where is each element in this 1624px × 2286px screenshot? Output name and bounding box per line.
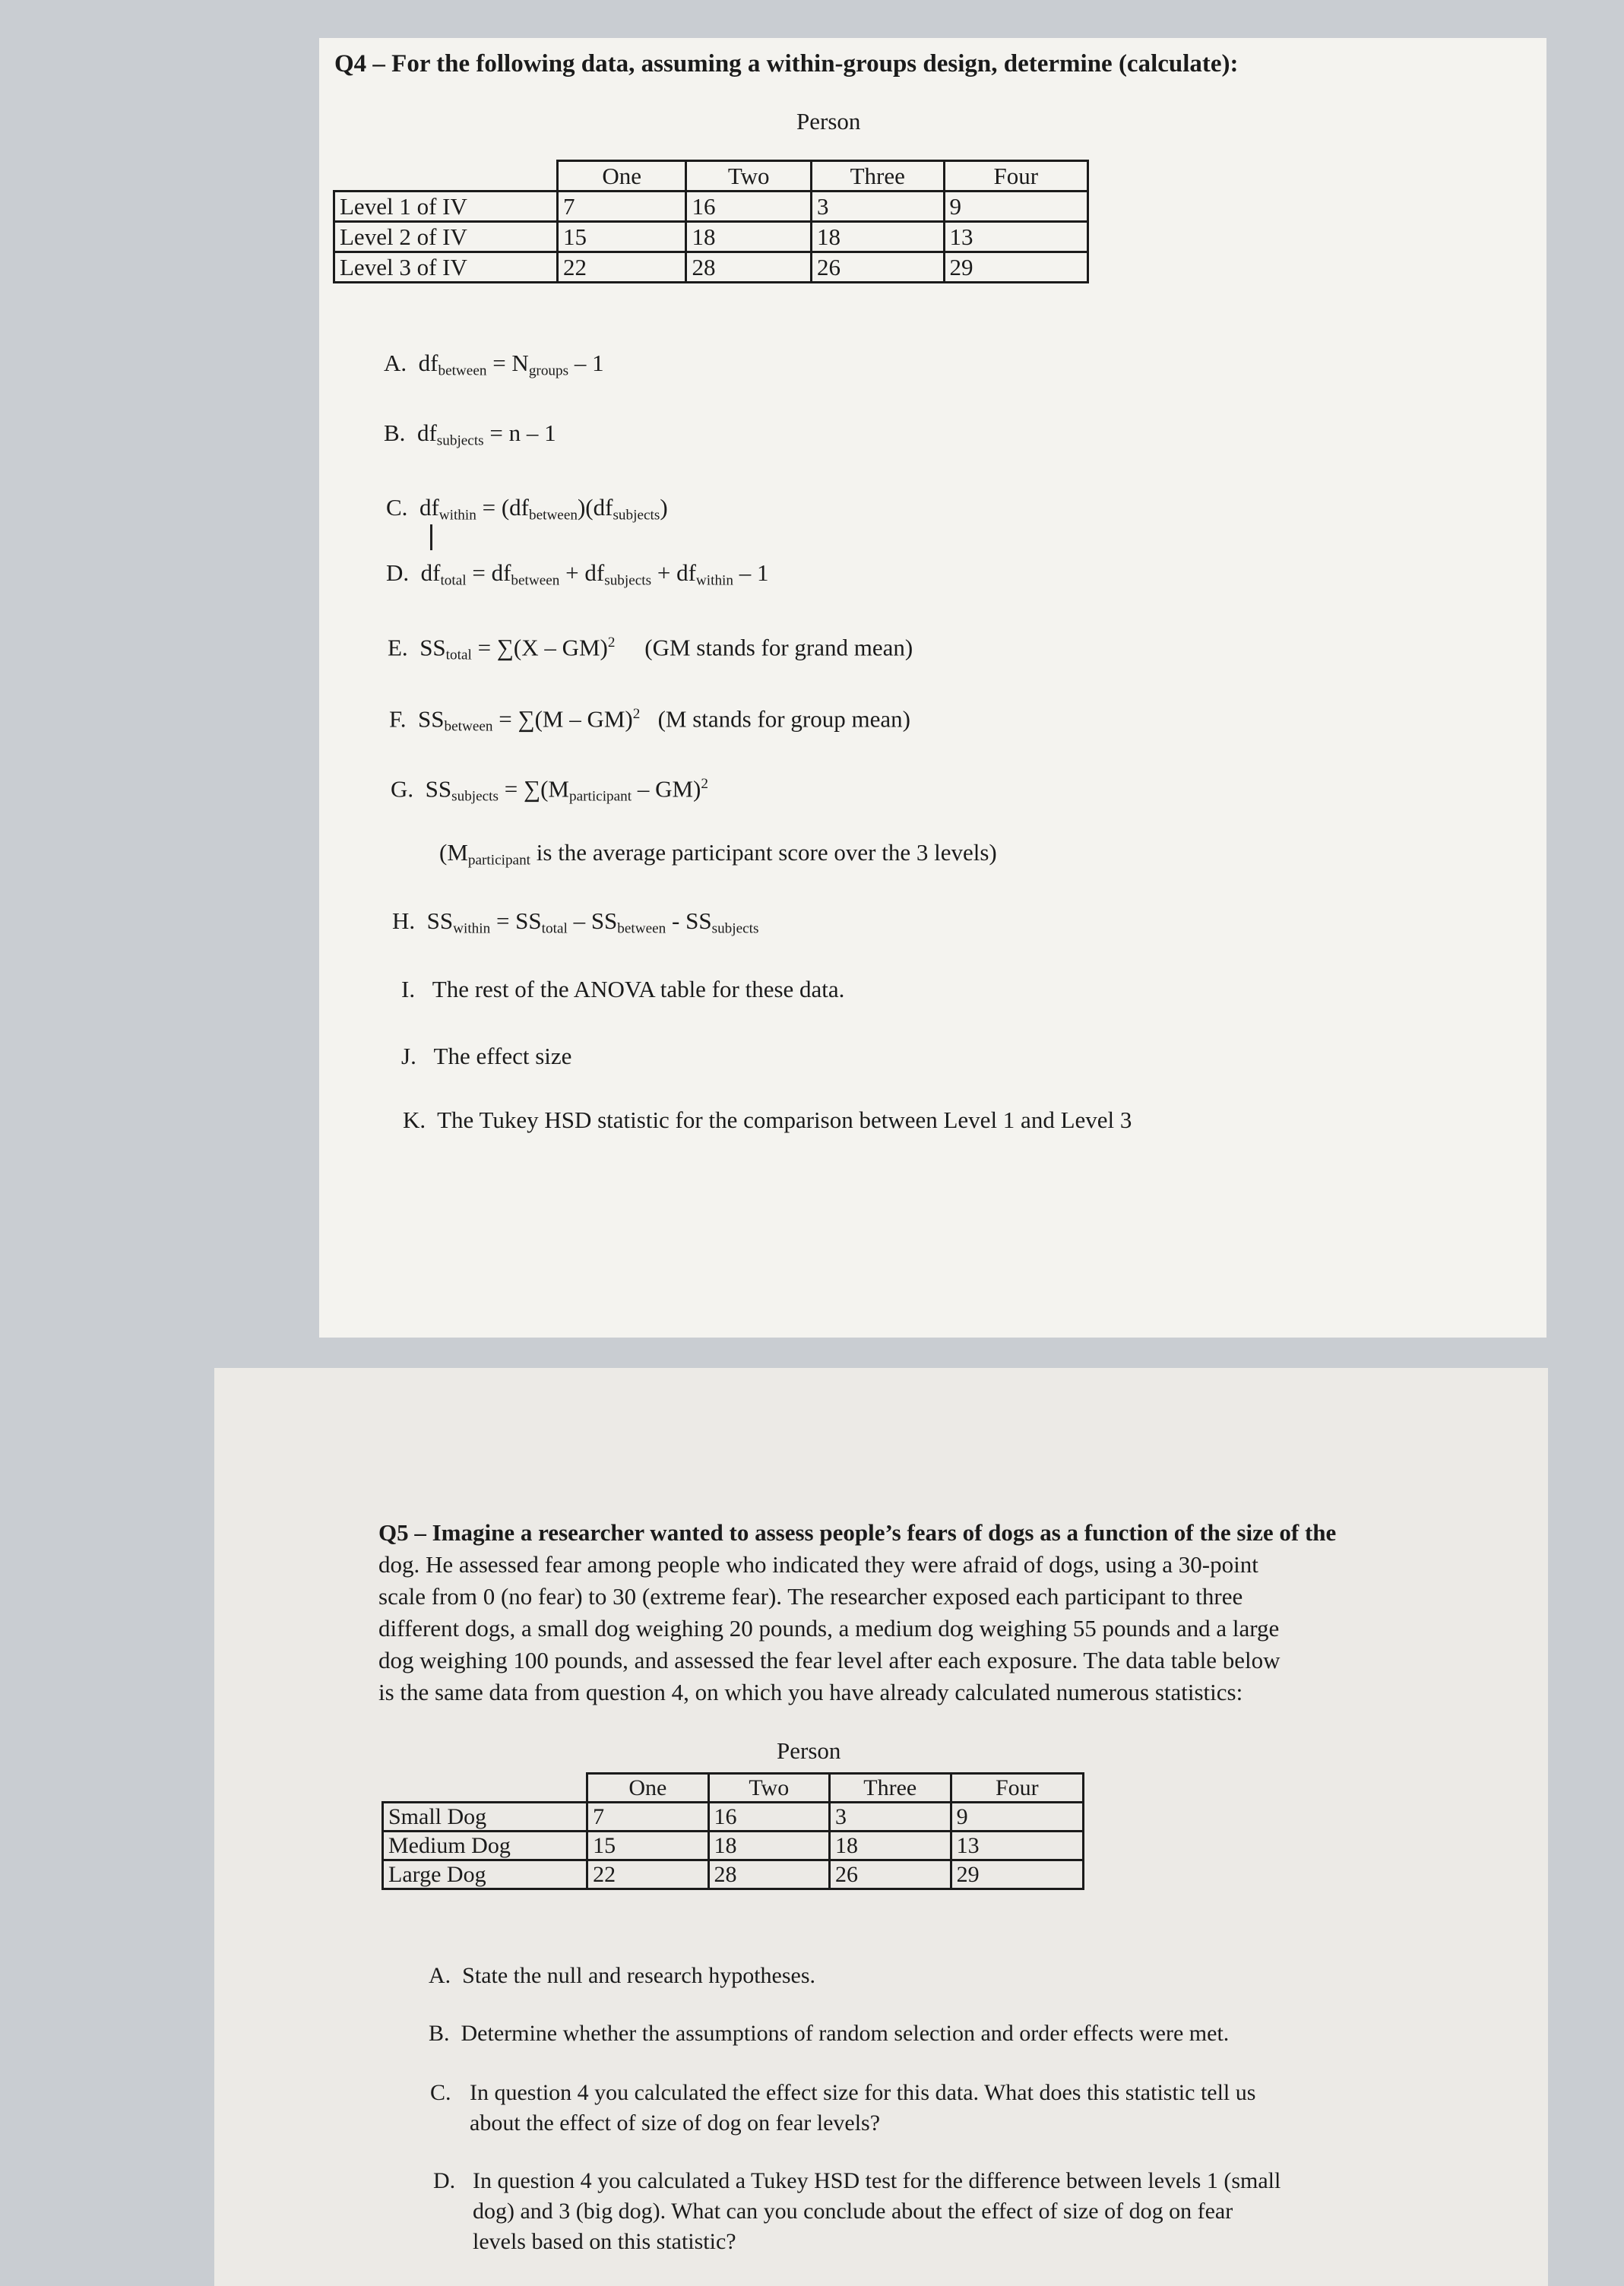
- table-cell: 26: [830, 1860, 951, 1889]
- row-label: Level 2 of IV: [334, 222, 558, 252]
- table-row: [334, 222, 1088, 252]
- table-cell: 18: [811, 222, 944, 252]
- table-header-row: [383, 1774, 1084, 1803]
- q4-item-e: E. $SS_{total} = \sum(X - GM)^2$ (GM stands for grand mean): [388, 634, 913, 663]
- q5-paragraph-line: Q5 – Imagine a researcher wanted to assess people’s fears of dogs as a function of the size of the: [378, 1519, 1337, 1546]
- q4-person-label: Person: [796, 108, 861, 135]
- header-cell: Four: [944, 161, 1087, 192]
- row-label: Level 3 of IV: [334, 252, 558, 283]
- table-cell: 18: [708, 1832, 829, 1860]
- table-cell: 7: [587, 1803, 708, 1832]
- header-cell: Two: [686, 161, 812, 192]
- question-4-page: [319, 38, 1546, 1338]
- table-cell: 22: [587, 1860, 708, 1889]
- table-cell: 3: [811, 192, 944, 222]
- table-header-row: [334, 161, 1088, 192]
- q4-item-j: J. The effect size: [401, 1043, 572, 1069]
- q5-paragraph-line: is the same data from question 4, on which you have already calculated numerous statistics:: [378, 1679, 1243, 1705]
- header-cell: Two: [708, 1774, 829, 1803]
- header-cell: Four: [951, 1774, 1083, 1803]
- q4-item-g-note: ($M_{participant}$ is the average participant score over the 3 levels): [439, 839, 997, 869]
- q4-data-table: [333, 160, 1089, 283]
- row-label: Level 1 of IV: [334, 192, 558, 222]
- table-cell: 18: [686, 222, 812, 252]
- header-cell: One: [587, 1774, 708, 1803]
- q4-item-a: A. $df_{between} = N_{groups} - 1$: [384, 350, 604, 379]
- header-cell: Three: [830, 1774, 951, 1803]
- table-cell: 9: [944, 192, 1087, 222]
- row-label: Medium Dog: [383, 1832, 587, 1860]
- header-cell: Three: [811, 161, 944, 192]
- header-cell: One: [557, 161, 685, 192]
- q4-item-i: I. The rest of the ANOVA table for these data.: [401, 976, 845, 1002]
- row-label: Small Dog: [383, 1803, 587, 1832]
- q5-person-label: Person: [777, 1737, 841, 1764]
- q4-item-h: H. $SS_{within} = SS_{total} - SS_{between} - SS_{subjects}$: [392, 907, 759, 937]
- q4-item-d: D. $df_{total} = df_{between} + df_{subjects} + df_{within} - 1$: [386, 559, 769, 589]
- table-cell: 13: [944, 222, 1087, 252]
- table-cell: 13: [951, 1832, 1083, 1860]
- q5-paragraph-line: different dogs, a small dog weighing 20 pounds, a medium dog weighing 55 pounds and a large: [378, 1615, 1280, 1642]
- q5-paragraph-line: dog weighing 100 pounds, and assessed the fear level after each exposure. The data table below: [378, 1647, 1281, 1673]
- table-cell: 29: [951, 1860, 1083, 1889]
- table-cell: 15: [557, 222, 685, 252]
- table-cell: 16: [708, 1803, 829, 1832]
- table-cell: 16: [686, 192, 812, 222]
- row-label: Large Dog: [383, 1860, 587, 1889]
- q5-item-a: A. State the null and research hypotheses.: [429, 1963, 816, 1988]
- table-cell: 3: [830, 1803, 951, 1832]
- text-cursor: [430, 524, 432, 550]
- q5-paragraph: [378, 1517, 1336, 1708]
- table-cell: 15: [587, 1832, 708, 1860]
- q5-item-b: B. Determine whether the assumptions of random selection and order effects were met.: [429, 2021, 1230, 2046]
- q5-data-table: [381, 1772, 1084, 1890]
- question-5-page: [214, 1368, 1548, 2286]
- q4-item-c: C. $df_{within} = (df_{between})(df_{subjects})$: [386, 494, 668, 524]
- table-cell: 26: [811, 252, 944, 283]
- table-row: [334, 252, 1088, 283]
- table-row: [383, 1860, 1084, 1889]
- table-row: [334, 192, 1088, 222]
- q5-paragraph-line: scale from 0 (no fear) to 30 (extreme fear). The researcher exposed each participant to three: [378, 1583, 1243, 1610]
- q5-item-d: D. In question 4 you calculated a Tukey HSD test for the difference between levels 1 (small dog) and 3 (big dog). What can you conclude about the effect of size of dog on fear levels based on this statistic?: [433, 2168, 1281, 2254]
- q4-item-b: B. $df_{subjects} = n - 1$: [384, 420, 556, 449]
- table-row: [383, 1832, 1084, 1860]
- q5-item-c: C. In question 4 you calculated the effect size for this data. What does this statistic tell us about the effect of size of dog on fear levels?: [430, 2080, 1256, 2136]
- table-cell: 9: [951, 1803, 1083, 1832]
- table-cell: 29: [944, 252, 1087, 283]
- table-cell: 7: [557, 192, 685, 222]
- q5-paragraph-line: dog. He assessed fear among people who indicated they were afraid of dogs, using a 30-point: [378, 1551, 1258, 1578]
- table-cell: 28: [686, 252, 812, 283]
- table-cell: 28: [708, 1860, 829, 1889]
- table-cell: 18: [830, 1832, 951, 1860]
- q4-item-f: F. $SS_{between} = \sum(M - GM)^2$ (M stands for group mean): [389, 705, 910, 735]
- q4-item-g: G. $SS_{subjects} = \sum(M_{participant} - GM)^2$: [391, 775, 708, 805]
- q4-title: Q4 – For the following data, assuming a within-groups design, determine (calculate):: [334, 50, 1239, 78]
- table-cell: 22: [557, 252, 685, 283]
- table-row: [383, 1803, 1084, 1832]
- q4-item-k: K. The Tukey HSD statistic for the comparison between Level 1 and Level 3: [403, 1107, 1132, 1133]
